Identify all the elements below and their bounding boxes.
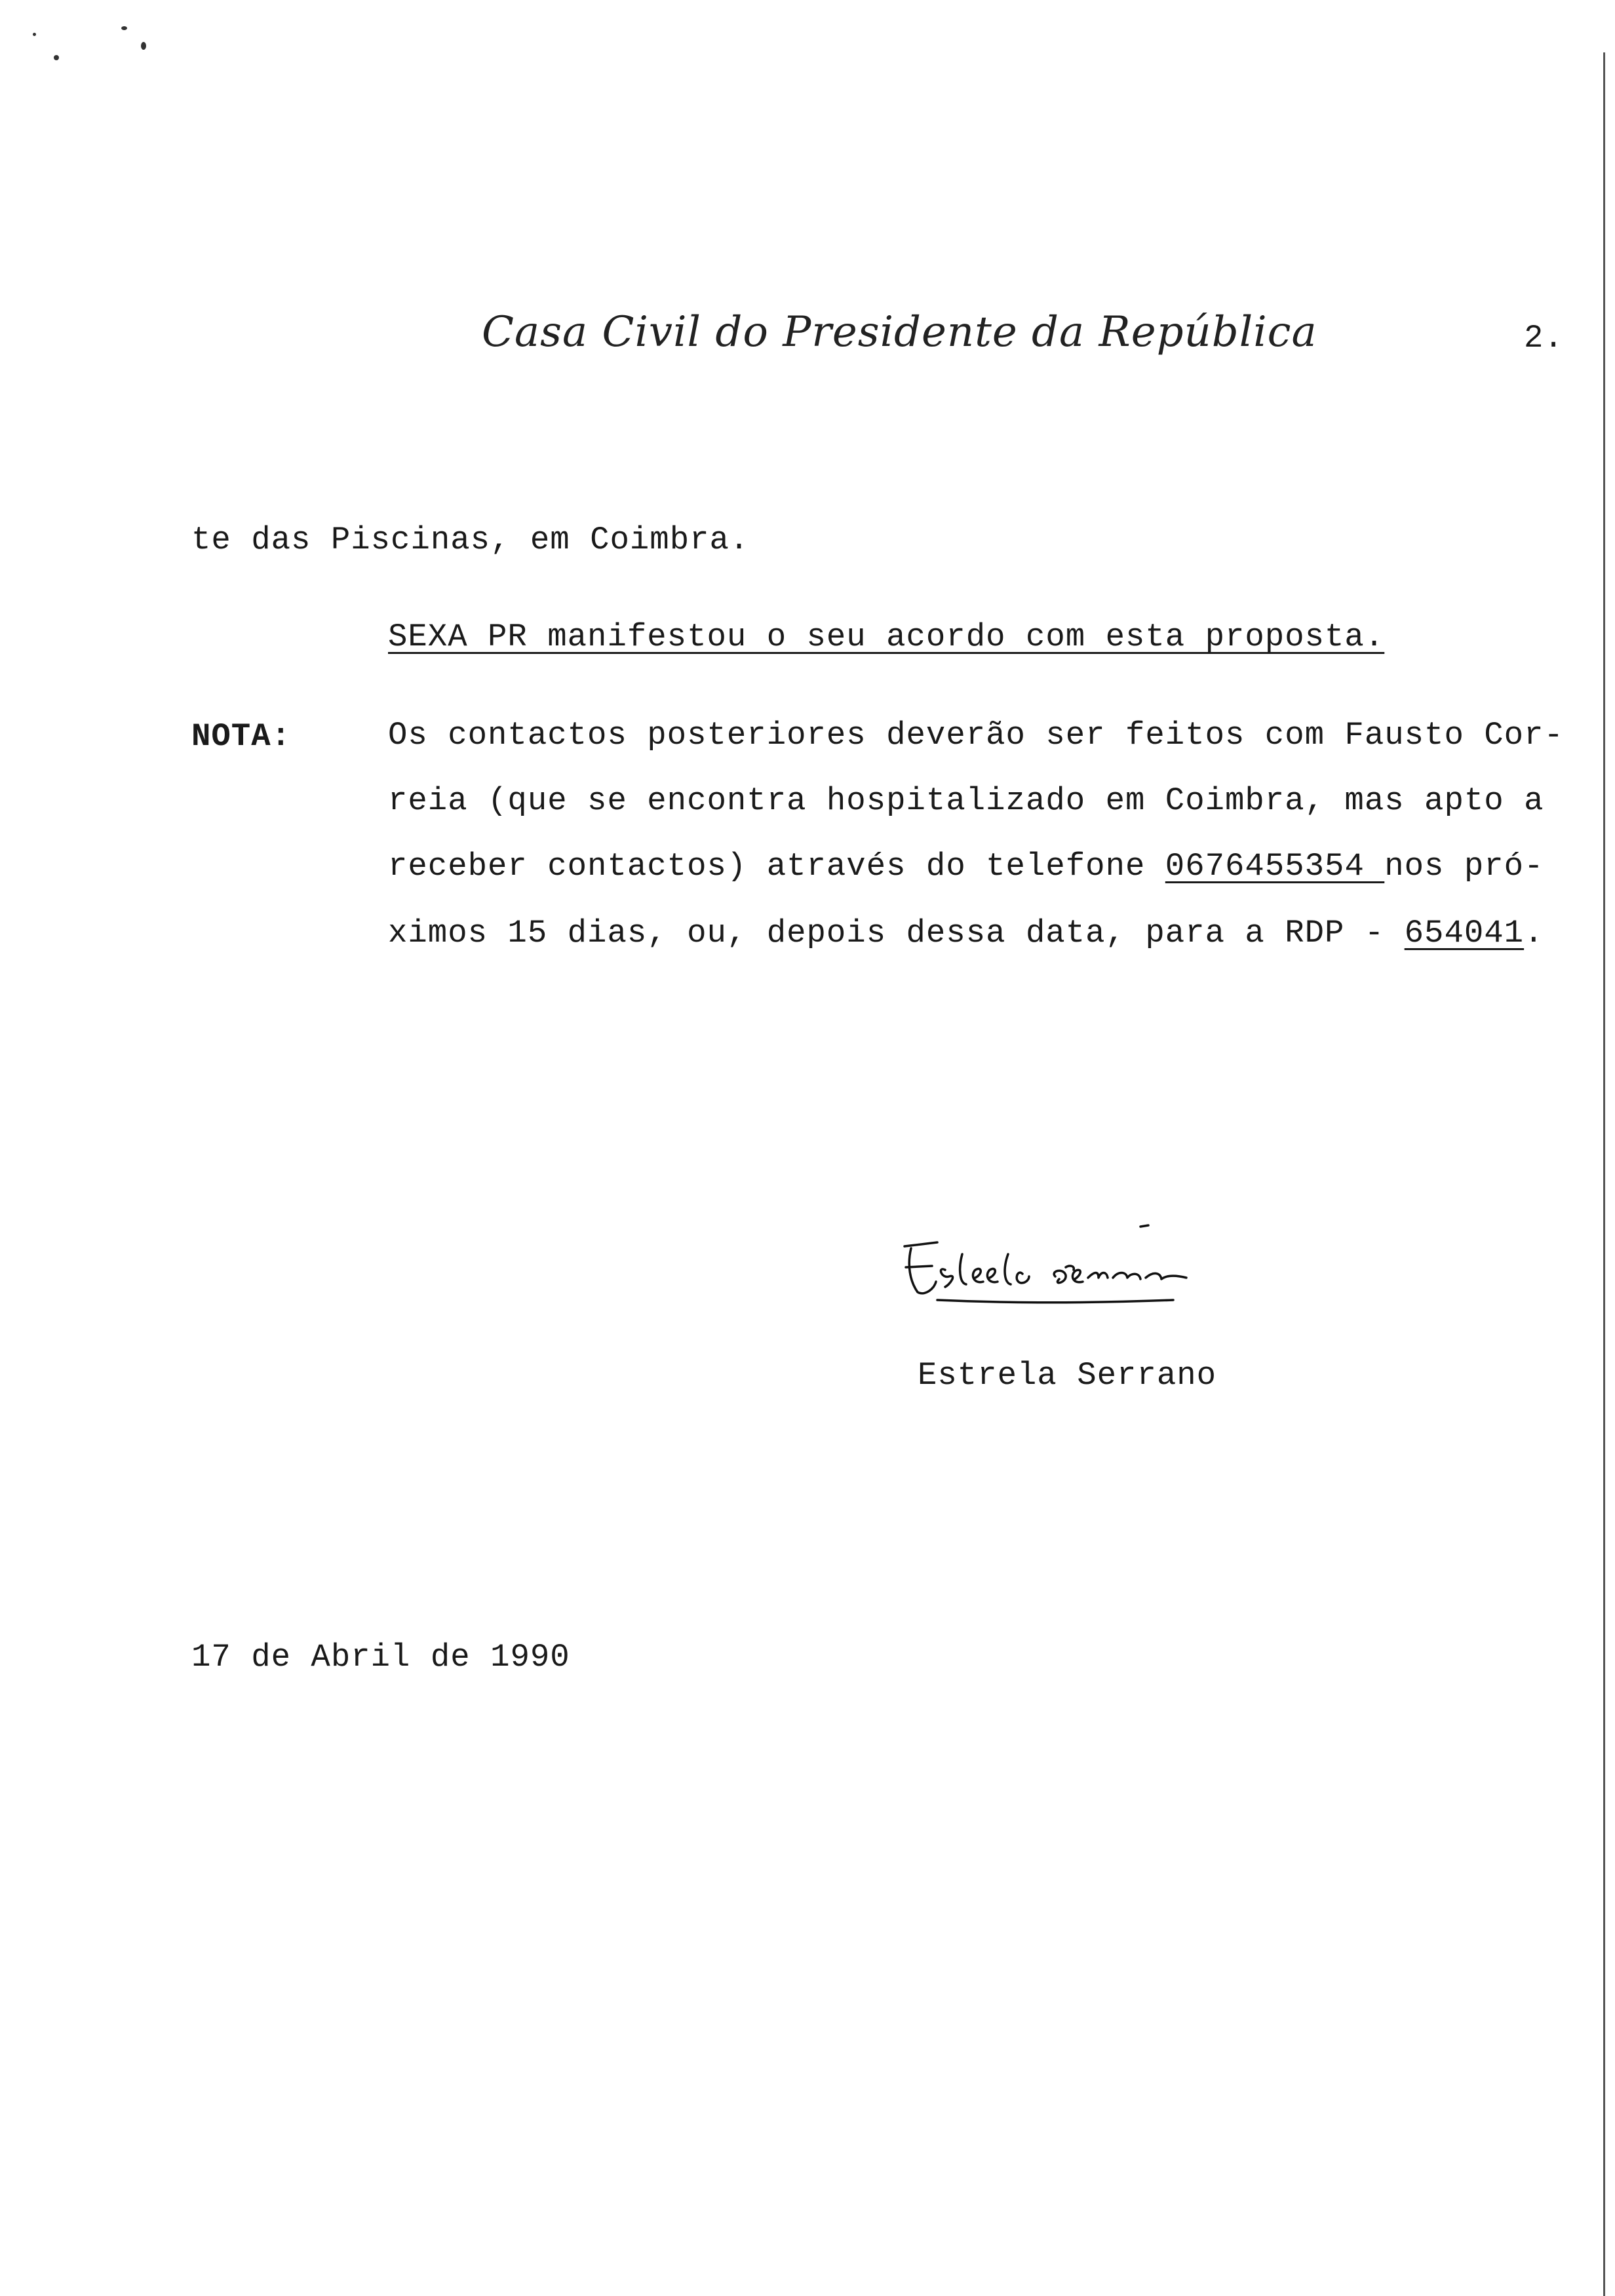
- nota-line-2: reia (que se encontra hospitalizado em Coimbra, mas apto a: [388, 782, 1544, 819]
- body-line-1: te das Piscinas, em Coimbra.: [191, 522, 750, 558]
- body-line-2: SEXA PR manifestou o seu acordo com esta proposta.: [388, 619, 1385, 655]
- nota-line-3-text: receber contactos) através do telefone: [388, 848, 1165, 885]
- handwritten-signature: [898, 1219, 1291, 1324]
- nota-line-3-end: nos pró-: [1384, 848, 1544, 885]
- phone-number: 0676455354: [1165, 848, 1385, 885]
- nota-line-4-text: ximos 15 dias, ou, depois dessa data, para a RDP -: [388, 915, 1405, 951]
- scan-speck: [54, 55, 59, 60]
- nota-line-4: [388, 917, 1544, 949]
- page-number: 2.: [1524, 320, 1564, 356]
- rdp-phone-number: 654041: [1404, 915, 1525, 951]
- letterhead: Casa Civil do Presidente da República: [482, 308, 1317, 356]
- scan-speck: [121, 26, 127, 30]
- scan-speck: [33, 33, 36, 36]
- nota-line-4-end: .: [1524, 915, 1544, 951]
- nota-line-1: Os contactos posteriores deverão ser feitos com Fausto Cor-: [388, 717, 1564, 754]
- page-edge-line: [1603, 52, 1605, 2296]
- nota-label: NOTA:: [191, 718, 292, 755]
- nota-line-3: [388, 848, 1544, 885]
- scan-speck: [141, 42, 146, 50]
- signer-name: Estrela Serrano: [918, 1357, 1217, 1394]
- document-date: 17 de Abril de 1990: [191, 1639, 570, 1675]
